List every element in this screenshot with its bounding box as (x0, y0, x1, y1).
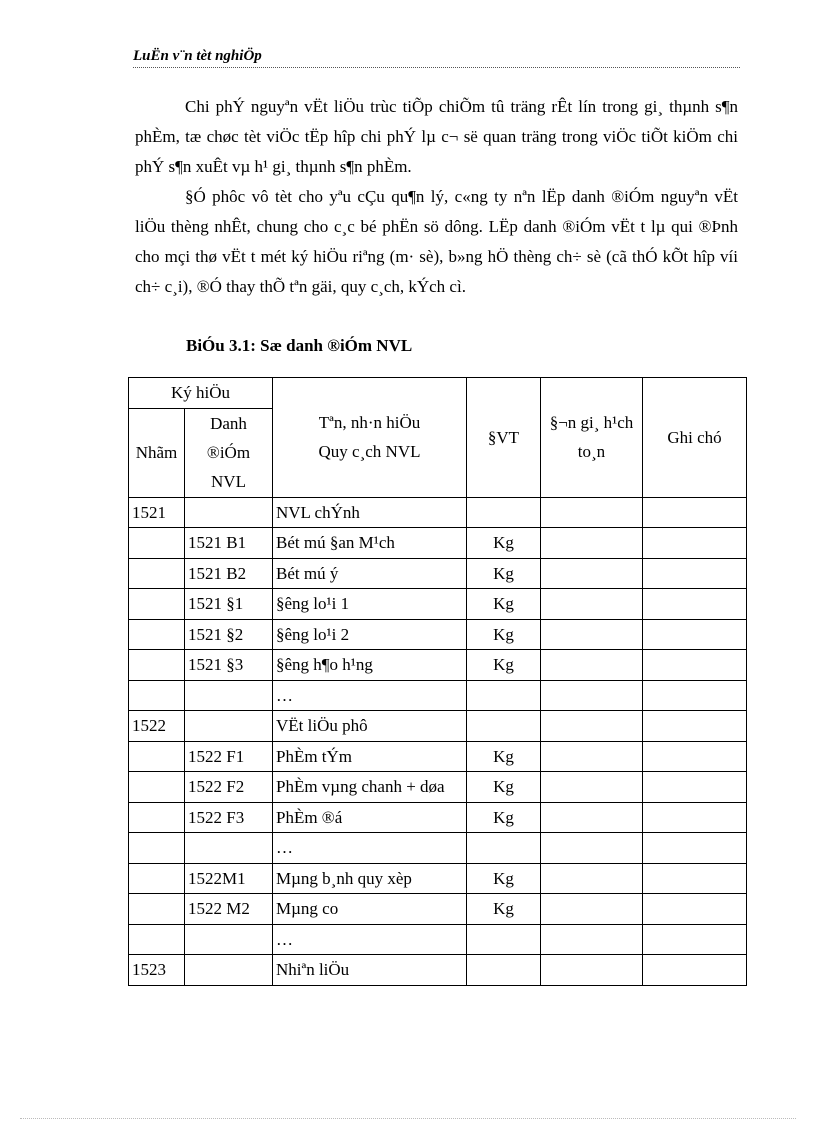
table-row (129, 833, 747, 864)
cell-code: 1522 F1 (185, 741, 273, 772)
cell-price (541, 894, 643, 925)
cell-group (129, 741, 185, 772)
cell-price (541, 619, 643, 650)
table-row (129, 863, 747, 894)
cell-group (129, 589, 185, 620)
cell-unit (467, 680, 541, 711)
footer-divider (20, 1118, 796, 1119)
cell-unit: Kg (467, 741, 541, 772)
cell-unit (467, 497, 541, 528)
cell-code: 1522M1 (185, 863, 273, 894)
cell-code (185, 924, 273, 955)
header-note: Ghi chó (643, 378, 747, 498)
cell-name: Mµng b¸nh quy xèp (273, 863, 467, 894)
cell-unit: Kg (467, 650, 541, 681)
header-title: LuËn v¨n tèt nghiÖp (133, 48, 262, 64)
cell-unit (467, 955, 541, 986)
cell-note (643, 528, 747, 559)
page-header (133, 48, 740, 68)
cell-note (643, 619, 747, 650)
cell-note (643, 894, 747, 925)
cell-unit (467, 711, 541, 742)
cell-code: 1521 §1 (185, 589, 273, 620)
cell-price (541, 741, 643, 772)
cell-price (541, 863, 643, 894)
cell-price (541, 497, 643, 528)
cell-group (129, 528, 185, 559)
table-row (129, 558, 747, 589)
cell-unit: Kg (467, 589, 541, 620)
cell-name: PhÈm tÝm (273, 741, 467, 772)
cell-group (129, 619, 185, 650)
cell-group (129, 680, 185, 711)
cell-note (643, 558, 747, 589)
table-row (129, 680, 747, 711)
cell-code: 1521 B2 (185, 558, 273, 589)
cell-unit (467, 833, 541, 864)
cell-code: 1521 §3 (185, 650, 273, 681)
cell-note (643, 955, 747, 986)
cell-code: 1521 §2 (185, 619, 273, 650)
table-body (129, 497, 747, 985)
cell-name: NVL chÝnh (273, 497, 467, 528)
header-group-code: Ký hiÖu (129, 378, 273, 409)
cell-group (129, 833, 185, 864)
paragraph-2: §Ó phôc vô tèt cho yªu cÇu qu¶n lý, c«ng ty nªn lËp danh ®iÓm nguyªn vËt liÖu thèng nhÊt, chung cho c¸c bé phËn sö dông. LËp danh ®iÓm vËt t lµ qui ®Þnh cho mçi thø vËt t mét ký hiÖu riªng (m· sè), b»ng hÖ thèng ch÷ sè (cã thÓ kÕt hîp víi ch÷ c¸i), ®Ó thay thÕ tªn gäi, quy c¸ch, kÝch cì. (135, 187, 738, 296)
cell-code: 1521 B1 (185, 528, 273, 559)
cell-note (643, 497, 747, 528)
cell-name: §êng h¶o h¹ng (273, 650, 467, 681)
table-row (129, 894, 747, 925)
cell-note (643, 680, 747, 711)
cell-price (541, 802, 643, 833)
cell-name: … (273, 680, 467, 711)
cell-name: §êng lo¹i 2 (273, 619, 467, 650)
cell-name: … (273, 833, 467, 864)
cell-name: PhÈm vµng chanh + døa (273, 772, 467, 803)
cell-unit: Kg (467, 802, 541, 833)
cell-note (643, 802, 747, 833)
cell-name: Nhiªn liÖu (273, 955, 467, 986)
cell-group (129, 558, 185, 589)
cell-group: 1523 (129, 955, 185, 986)
cell-group: 1522 (129, 711, 185, 742)
cell-note (643, 833, 747, 864)
cell-group (129, 924, 185, 955)
cell-price (541, 833, 643, 864)
cell-price (541, 558, 643, 589)
table-row (129, 497, 747, 528)
cell-name: PhÈm ®á (273, 802, 467, 833)
cell-name: VËt liÖu phô (273, 711, 467, 742)
cell-code (185, 497, 273, 528)
table-row (129, 955, 747, 986)
cell-unit (467, 924, 541, 955)
cell-name: Bét mú §an M¹ch (273, 528, 467, 559)
table-row (129, 772, 747, 803)
table-row (129, 619, 747, 650)
cell-price (541, 528, 643, 559)
cell-unit: Kg (467, 558, 541, 589)
table-row (129, 802, 747, 833)
cell-note (643, 650, 747, 681)
cell-price (541, 589, 643, 620)
cell-name: … (273, 924, 467, 955)
cell-unit: Kg (467, 528, 541, 559)
cell-group (129, 802, 185, 833)
cell-name: Bét mú ý (273, 558, 467, 589)
cell-note (643, 863, 747, 894)
cell-price (541, 924, 643, 955)
header-code: Danh ®iÓm NVL (185, 408, 273, 497)
cell-code: 1522 F3 (185, 802, 273, 833)
cell-price (541, 680, 643, 711)
material-code-table (128, 377, 747, 986)
cell-note (643, 711, 747, 742)
table-row (129, 650, 747, 681)
cell-price (541, 772, 643, 803)
cell-code (185, 711, 273, 742)
cell-price (541, 955, 643, 986)
cell-group: 1521 (129, 497, 185, 528)
table-caption: BiÓu 3.1: Sæ danh ®iÓm NVL (186, 336, 413, 355)
cell-group (129, 650, 185, 681)
cell-name: Mµng co (273, 894, 467, 925)
paragraph-1: Chi phÝ nguyªn vËt liÖu trùc tiÕp chiÕm tû träng rÊt lín trong gi¸ thµnh s¶n phÈm, tæ chøc tèt viÖc tËp hîp chi phÝ lµ c¬ së quan träng trong viÖc tiÕt kiÖm chi phÝ s¶n xuÊt vµ h¹ gi¸ thµnh s¶n phÈm. (135, 97, 738, 176)
table-row (129, 711, 747, 742)
table-row (129, 589, 747, 620)
header-group: Nhãm (129, 408, 185, 497)
cell-price (541, 650, 643, 681)
body-text (135, 92, 738, 302)
cell-code: 1522 M2 (185, 894, 273, 925)
cell-unit: Kg (467, 619, 541, 650)
cell-unit: Kg (467, 772, 541, 803)
cell-code (185, 955, 273, 986)
cell-unit: Kg (467, 894, 541, 925)
cell-note (643, 741, 747, 772)
cell-price (541, 711, 643, 742)
cell-group (129, 863, 185, 894)
cell-unit: Kg (467, 863, 541, 894)
header-unit: §VT (467, 378, 541, 498)
header-name: Tªn, nh·n hiÖu Quy c¸ch NVL (273, 378, 467, 498)
table-row (129, 741, 747, 772)
cell-code (185, 680, 273, 711)
table-header-row (129, 378, 747, 409)
cell-group (129, 894, 185, 925)
cell-code (185, 833, 273, 864)
cell-note (643, 924, 747, 955)
table-row (129, 924, 747, 955)
cell-name: §êng lo¹i 1 (273, 589, 467, 620)
cell-code: 1522 F2 (185, 772, 273, 803)
cell-note (643, 589, 747, 620)
cell-group (129, 772, 185, 803)
table-row (129, 528, 747, 559)
cell-note (643, 772, 747, 803)
header-price: §¬n gi¸ h¹ch to¸n (541, 378, 643, 498)
